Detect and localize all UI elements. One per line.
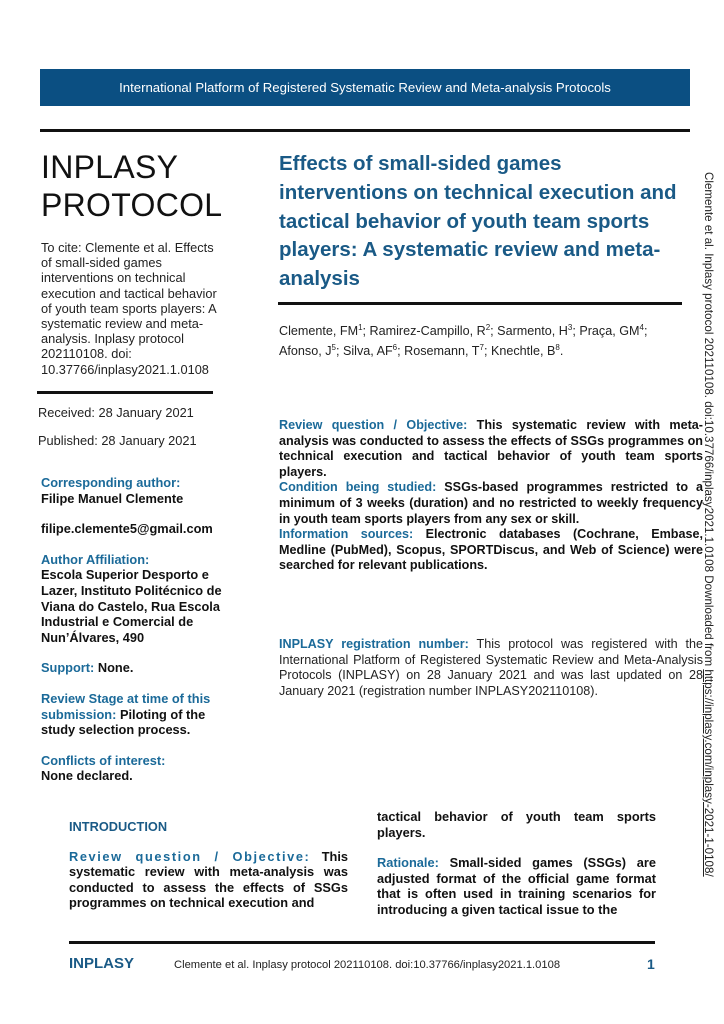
brand-line-2: PROTOCOL <box>41 187 223 223</box>
author: Rosemann, $T^7$; <box>404 342 491 358</box>
banner-text: International Platform of Registered Systematic Review and Meta-analysis Protocols <box>119 80 611 95</box>
review-stage-text: Piloting of the study selection process. <box>41 706 206 738</box>
abstract-review-question: Review question / Objective: This systematic review with meta-analysis was conducted to assess the effects of SSGs programmes on technical execution and tactical behavior of youth team sports players. <box>279 418 703 479</box>
footer-citation: Clemente et al. Inplasy protocol 202110108. doi:10.37766/inplasy2021.1.0108 <box>174 959 561 971</box>
support-label: Support: <box>41 660 95 676</box>
vertical-notice-text: Clemente et al. Inplasy protocol 202110108. doi:10.37766/inplasy2021.1.0108 Downloaded from <box>702 172 715 670</box>
received-date: Received: 28 January 2021 <box>38 405 194 420</box>
author: Ramirez-Campillo, $R^2$; <box>369 323 498 339</box>
introduction-column-2 <box>377 809 656 918</box>
support-text: None. <box>97 660 134 676</box>
support-block <box>41 660 241 676</box>
download-link[interactable]: https://inplasy.com/inplasy-2021-1-0108/ <box>702 669 715 877</box>
left-column <box>41 148 221 377</box>
author-email[interactable]: filipe.clemente5@gmail.com <box>41 521 213 537</box>
brand-line-1: INPLASY <box>41 149 179 185</box>
intro-review-question: Review question / Objective: This systematic review with meta-analysis was conducted to assess the effects of SSGs programmes on technical execution and <box>69 848 348 911</box>
left-divider <box>37 391 213 394</box>
author-list <box>279 320 684 359</box>
affiliation-text: Escola Superior Desporto e Lazer, Instituto Politécnico de Viana do Castelo, Rua Escola Industrial e Comercial de Nun’Álvares, 490 <box>41 567 222 645</box>
dates-block <box>38 405 197 461</box>
paper-title: Effects of small-sided games interventions on technical execution and tactical behavior of youth team sports players: A systematic review and meta-analysis <box>279 152 677 291</box>
abstract-block <box>279 418 703 574</box>
review-stage-block <box>41 691 241 738</box>
affiliation-block <box>41 552 241 646</box>
author: Silva, $AF^6$; <box>342 342 405 358</box>
intro-rationale: Rationale: Small-sided games (SSGs) are adjusted format of the official game format that is often used in training scenarios for introducing a given tactical issue to the <box>377 855 656 917</box>
review-stage-label: Review Stage at time of this submission: <box>41 690 211 722</box>
page-number: 1 <box>647 956 655 972</box>
published-date: Published: 28 January 2021 <box>38 433 197 448</box>
top-divider <box>40 129 690 132</box>
registration-label: INPLASY registration number: <box>279 637 469 651</box>
introduction-column-1 <box>69 819 348 911</box>
title-divider <box>278 302 682 305</box>
header-banner <box>40 69 690 106</box>
author: Clemente, $FM^1$; <box>279 323 370 339</box>
registration-text: This protocol was registered with the International Platform of Registered Systematic Review and Meta-Analysis Protocols (INPLASY) on 28 January 2021 and was last updated on 28 January 2021 (registration number INPLASY202110108). <box>279 637 703 698</box>
introduction-heading: INTRODUCTION <box>69 819 168 834</box>
abstract-condition: Condition being studied: SSGs-based programmes restricted to a minimum of 3 weeks (duration) and no restricted to weekly frequency in youth team sports players from any sex or skill. <box>279 480 703 526</box>
intro-continued-text: tactical behavior of youth team sports players. <box>377 809 656 840</box>
conflicts-text: None declared. <box>41 768 133 784</box>
abstract-sources: Information sources: Electronic databases (Cochrane, Embase, Medline (PubMed), Scopus, SPORTDiscus, and Web of Science) were searched for relevant publications. <box>279 527 703 573</box>
author: Praça, $GM^4$; <box>579 323 648 339</box>
author: Afonso, $J^5$; <box>279 342 343 358</box>
vertical-download-notice <box>702 172 715 877</box>
citation-text: To cite: Clemente et al. Effects of small-sided games interventions on technical execution and tactical behavior of youth team sports players: A systematic review and meta-analysis. Inplasy protocol 202110108. doi: 10.37766/inplasy2021.1.0108 <box>41 240 217 377</box>
conflicts-block <box>41 753 241 784</box>
corresponding-author-block <box>41 475 241 506</box>
footer-brand: INPLASY <box>69 955 135 972</box>
corresponding-name: Filipe Manuel Clemente <box>41 490 184 506</box>
footer-divider <box>69 941 655 944</box>
corresponding-label: Corresponding author: <box>41 475 181 490</box>
author: Sarmento, $H^3$; <box>497 323 580 339</box>
conflicts-label: Conflicts of interest: <box>41 752 166 768</box>
registration-block <box>279 637 703 699</box>
affiliation-label: Author Affiliation: <box>41 551 150 567</box>
author: Knechtle, $B^8$. <box>490 342 564 358</box>
metadata-block <box>41 475 241 799</box>
